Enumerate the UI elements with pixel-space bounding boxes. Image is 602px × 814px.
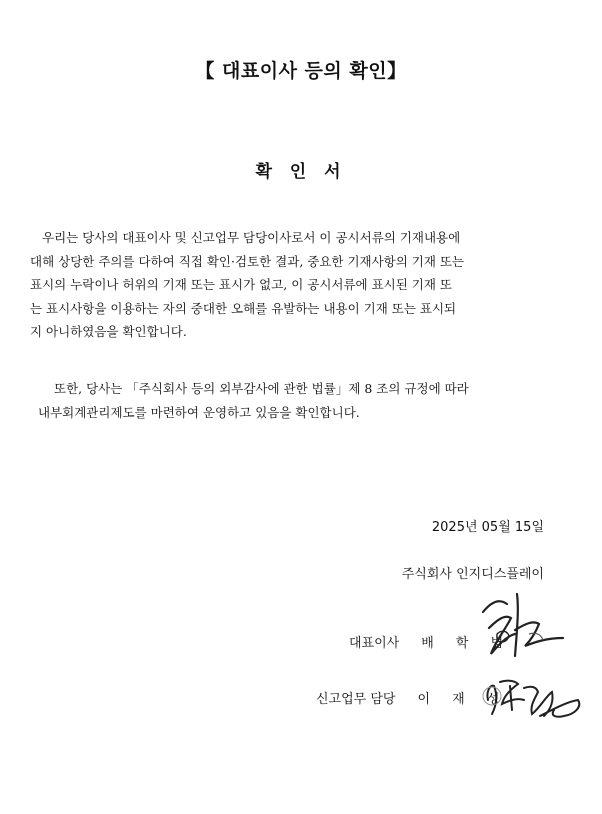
document-title: 확 인 서 [255, 162, 347, 182]
paragraph-line: 우리는 당사의 대표이사 및 신고업무 담당이사로서 이 공시서류의 기재내용에 [42, 230, 461, 245]
document-date: 2025년 05월 15일 [431, 520, 544, 535]
signatory-name: 배 학 범 [421, 636, 513, 651]
paragraph-line: 는 표시사항을 이용하는 자의 중대한 오해를 유발하는 내용이 기재 또는 표시되 [30, 300, 457, 316]
confirmation-paragraph [30, 226, 560, 344]
signatory-role: 신고업무 담당 [316, 692, 396, 707]
paragraph-line: 표시의 누락이나 허위의 기재 또는 표시가 없고, 이 공시서류에 표시된 기재 또 [30, 277, 453, 292]
paragraph-line: 대해 상당한 주의를 다하여 직접 확인·검토한 결과, 중요한 기재사항의 기재 또는 [30, 253, 465, 269]
internal-control-paragraph [30, 377, 560, 424]
paragraph-line: 지 아니하였음을 확인합니다. [30, 324, 187, 339]
signatory-role: 대표이사 [349, 636, 400, 651]
paragraph-line: 또한, 당사는 「주식회사 등의 외부감사에 관한 법률」제 8 조의 규정에 따라 [54, 381, 469, 396]
section-heading: 【 대표이사 등의 확인】 [195, 60, 407, 82]
signatory-name: 이 재 성 [417, 692, 509, 707]
company-name: 주식회사 인지디스플레이 [401, 567, 544, 582]
paragraph-line: 내부회계관리제도를 마련하여 운영하고 있음을 확인합니다. [38, 404, 360, 420]
ceo-signature-image [477, 590, 569, 664]
disclosure-officer-signature-image [480, 670, 585, 730]
